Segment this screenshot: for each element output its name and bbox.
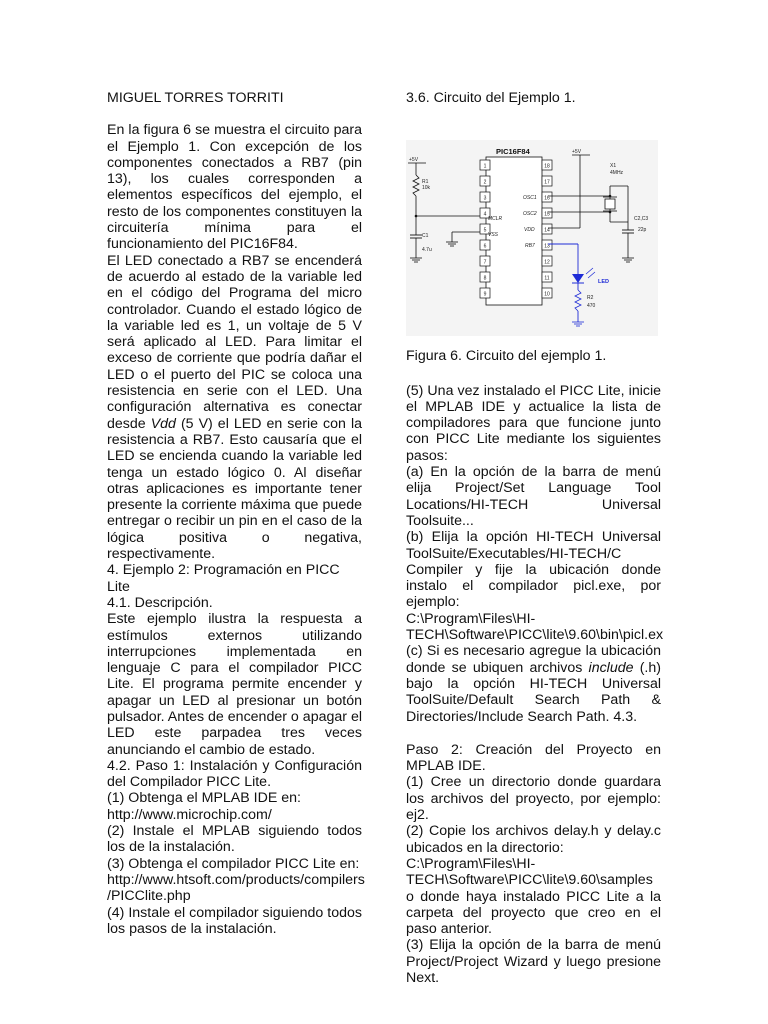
pin-14-number: 14 (544, 227, 550, 234)
circuit-diagram (406, 140, 658, 336)
paso-2-step-2b: o donde haya instalado PICC Lite a la carpeta del proyecto que creo en el paso anterior. (406, 888, 661, 938)
author-name: MIGUEL TORRES TORRITI (107, 90, 284, 106)
section-4-2-heading: 4.2. Paso 1: Instalación y Configuración del Compilador PICC Lite. (107, 757, 362, 791)
pin-16-number: 16 (544, 195, 550, 202)
step-5b: (b) Elija la opción HI-TECH Universal ToolSuite/Executables/HI-TECH/C Compiler y fije la ubicación donde instalo el compilador picl.exe, por ejemplo: (406, 529, 661, 611)
step-5c (406, 643, 661, 724)
url-microchip: http://www.microchip.com/ (107, 806, 272, 823)
c1-label: C1 (422, 233, 429, 240)
led-label: LED (598, 279, 609, 286)
path-samples-line2: TECH\Software\PICC\lite\9.60\samples (406, 872, 653, 889)
step-2: (2) Instale el MPLAB siguiendo todos los de la instalación. (107, 823, 362, 856)
circuit-figure (406, 140, 658, 336)
chip-label: PIC16F84 (496, 147, 530, 157)
c2-c3-value: 22p (638, 227, 647, 234)
paragraph-figure-description: En la figura 6 se muestra el circuito para el Ejemplo 1. Con excepción de los componentes conectados a RB7 (pin 13), los cuales corresponden a elementos específicos del ejemplo, el resto de los componentes constituyen la circuitería mínima para el funcionamiento del PIC16F84. (107, 122, 362, 253)
figure-caption: Figura 6. Circuito del ejemplo 1. (406, 348, 607, 365)
x1-value: 4MHz (610, 170, 624, 177)
pin-3-number: 3 (483, 195, 487, 202)
r1-value: 10k (422, 185, 431, 192)
pin-2-number: 2 (483, 179, 487, 186)
circuit-heading: 3.6. Circuito del Ejemplo 1. (406, 90, 576, 106)
pin-12-number: 12 (544, 259, 550, 266)
pin-17-number: 17 (544, 179, 550, 186)
paragraph-example-description: Este ejemplo ilustra la respuesta a estímulos externos utilizando interrupciones implementada en lenguaje C para el compilador PICC Lite. El programa permite encender y apagar un LED al presionar un botón pulsador. Antes de encender o apagar el LED este parpadea tres veces anunciando el cambio de estado. (107, 611, 362, 758)
url-htsoft-line2: /PICClite.php (107, 888, 191, 905)
pin-10-number: 10 (544, 291, 550, 298)
r2-value: 470 (587, 303, 596, 310)
led-text-a: El LED conectado a RB7 se encenderá de acuerdo al estado de la variable led en el código del Programa del micro controlador. Cuando el estado lógico de la variable led es 1, un voltaje de 5 V será aplicado al LED. Para limitar el exceso de corriente que podría dañar el LED o el puerto del PIC se coloca una resistencia en serie con el LED. Una configuración alternativa es conectar desde (107, 252, 362, 432)
paso-2-step-1: (1) Cree un directorio donde guardara los archivos del proyecto, por ejemplo: ej2. (406, 774, 661, 824)
paso-2-heading: Paso 2: Creación del Proyecto en MPLAB IDE. (406, 741, 661, 775)
include-italic: include (588, 659, 634, 676)
path-picl-line2: TECH\Software\PICC\lite\9.60\bin\picl.ex (406, 627, 664, 644)
pin-osc1-label: OSC1 (523, 195, 537, 202)
step-1: (1) Obtenga el MPLAB IDE en: (107, 790, 301, 807)
c2-c3-label: C2,C3 (634, 216, 649, 223)
step-4: (4) Instale el compilador siguiendo todos los pasos de la instalación. (107, 904, 362, 937)
pin-9-number: 9 (483, 291, 487, 298)
paragraph-led-description (107, 253, 362, 563)
step-5c-text-a: (c) Si es necesario agregue la ubicación donde se ubiquen archivos (406, 643, 661, 676)
section-4-heading: 4. Ejemplo 2: Programación en PICC Lite (107, 562, 340, 595)
path-picl-line1: C:\Program\Files\HI- (406, 610, 536, 627)
pin-5-number: 5 (483, 227, 487, 234)
section-4-1-heading: 4.1. Descripción. (107, 594, 213, 611)
x1-label: X1 (610, 163, 617, 170)
pin-vss-label: VSS (488, 232, 499, 239)
right-column (406, 90, 664, 986)
vdd-italic: Vdd (150, 415, 176, 432)
paso-2-step-3: (3) Elija la opción de la barra de menú Project/Project Wizard y luego presione Next. (406, 937, 661, 986)
left-column (107, 90, 365, 937)
pin-13-number: 13 (544, 243, 550, 250)
pins-right (542, 160, 552, 298)
pin-vdd-label: VDD (524, 227, 535, 234)
vcc-left-label: +5V (409, 157, 419, 164)
pin-11-number: 11 (544, 275, 550, 282)
led-text-b: (5 V) el LED en serie con la resistencia a RB7. Esto causaría que el LED se encienda cuando la variable led tenga un estado lógico 0. Al diseñar otras aplicaciones es importante tener presente la corriente máxima que puede entregar o recibir un pin en el caso de la lógica positiva o negativa, respectivamente. (107, 415, 362, 563)
pin-8-number: 8 (483, 275, 487, 282)
c1-value: 4.7u (422, 247, 432, 254)
path-samples-line1: C:\Program\Files\HI- (406, 855, 536, 872)
paso-2-step-2: (2) Copie los archivos delay.h y delay.c ubicados en la directorio: (406, 823, 661, 856)
r2-label: R2 (587, 295, 594, 302)
step-5c-text-b: (.h) bajo la opción HI-TECH Universal ToolSuite/Default Search Path & Directories/Include Search Path. 4.3. (406, 659, 661, 725)
pin-6-number: 6 (483, 243, 487, 250)
pin-1-number: 1 (483, 163, 487, 170)
step-5: (5) Una vez instalado el PICC Lite, inicie el MPLAB IDE y actualice la lista de compiladores para que funcione junto con PICC Lite mediante los siguientes pasos: (406, 382, 661, 464)
pins-left (480, 160, 490, 298)
pin-rb7-label: RB7 (525, 243, 535, 250)
pin-7-number: 7 (483, 259, 487, 266)
r1-label: R1 (422, 179, 429, 186)
pin-15-number: 15 (544, 211, 550, 218)
pin-18-number: 18 (544, 163, 550, 170)
step-3: (3) Obtenga el compilador PICC Lite en: (107, 855, 360, 872)
pin-osc2-label: OSC2 (523, 211, 537, 218)
x1-crystal (605, 199, 615, 209)
pin-mclr-label: MCLR (488, 216, 503, 223)
step-5a: (a) En la opción de la barra de menú elija Project/Set Language Tool Locations/HI-TECH Universal Toolsuite... (406, 464, 661, 529)
url-htsoft-line1: http://www.htsoft.com/products/compilers (107, 871, 365, 888)
vcc-right-label: +5V (572, 149, 582, 156)
pin-4-number: 4 (483, 211, 487, 218)
